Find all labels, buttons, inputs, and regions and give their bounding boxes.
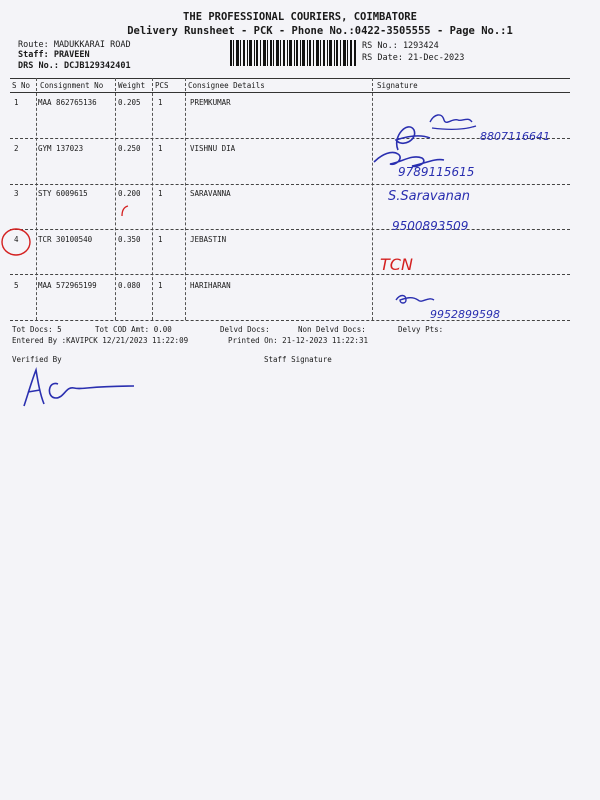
table-header-rule: [10, 92, 570, 93]
row-2-phone: 9789115615: [398, 165, 475, 179]
printed-on: Printed On: 21-12-2023 11:22:31: [228, 336, 368, 345]
row-1-sno: 1: [14, 98, 19, 107]
runsheet-title: Delivery Runsheet - PCK - Phone No.:0422-3505555 - Page No.:1: [127, 25, 513, 37]
entered-by: Entered By :KAVIPCK 12/21/2023 11:22:09: [12, 336, 189, 345]
row-5-consignment: MAA 572965199: [38, 281, 97, 290]
col-header-consignee: Consignee Details: [188, 81, 265, 90]
col-header-pcs: PCS: [155, 81, 169, 90]
row-3-sno: 3: [14, 189, 19, 198]
row-3-consignment: STY 6009615: [38, 189, 88, 198]
row-1-consignment: MAA 862765136: [38, 98, 97, 107]
row-3-handwritten-signature: [380, 178, 560, 234]
rs-number: RS No.: 1293424: [362, 41, 439, 51]
staff-signature-label: Staff Signature: [264, 355, 332, 364]
company-name: THE PROFESSIONAL COURIERS, COIMBATORE: [183, 11, 417, 23]
col-header-signature: Signature: [377, 81, 418, 90]
row-3-name: S.Saravanan: [388, 189, 471, 204]
column-divider: [152, 78, 153, 320]
row-5-phone: 9952899598: [430, 308, 500, 321]
col-header-weight: Weight: [118, 81, 146, 90]
row-2-pcs: 1: [158, 144, 163, 153]
table-top-rule: [10, 78, 570, 79]
row-4-consignee: JEBASTIN: [190, 235, 227, 244]
barcode: [230, 40, 356, 66]
row-1-pcs: 1: [158, 98, 163, 107]
row-1-phone: 8807116641: [480, 130, 550, 143]
row-5-weight: 0.080: [118, 281, 141, 290]
total-cod-amount: Tot COD Amt: 0.00: [95, 325, 172, 334]
column-divider: [115, 78, 116, 320]
column-divider: [36, 78, 37, 320]
row-4-note: TCN: [380, 255, 413, 274]
non-delivered-docs: Non Delvd Docs:: [298, 325, 366, 334]
drs-number: DRS No.: DCJB129342401: [18, 61, 131, 71]
row-3-pcs: 1: [158, 189, 163, 198]
row-5-sno: 5: [14, 281, 19, 290]
row-2-consignee: VISHNU DIA: [190, 144, 236, 153]
row-3-phone: 9500893509: [392, 219, 469, 233]
row-1-consignee: PREMKUMAR: [190, 98, 231, 107]
row-2-consignment: GYM 137023: [38, 144, 84, 153]
col-header-consignment: Consignment No: [40, 81, 104, 90]
row-5-pcs: 1: [158, 281, 163, 290]
row-divider: [10, 274, 570, 275]
col-header-sno: S No: [12, 81, 31, 90]
row-5-consignee: HARIHARAN: [190, 281, 231, 290]
column-divider: [185, 78, 186, 320]
row-4-red-circle: [0, 226, 40, 260]
delivery-points: Delvy Pts:: [398, 325, 444, 334]
row-4-sno: 4: [14, 235, 19, 244]
row-3-red-tick: [118, 204, 134, 220]
rs-date: RS Date: 21-Dec-2023: [362, 53, 465, 63]
staff-label: Staff: PRAVEEN: [18, 50, 90, 60]
verified-by-label: Verified By: [12, 355, 62, 364]
row-2-weight: 0.250: [118, 144, 141, 153]
delivered-docs: Delvd Docs:: [220, 325, 270, 334]
row-3-consignee: SARAVANNA: [190, 189, 231, 198]
row-4-consignment: TCR 30100540: [38, 235, 93, 244]
row-4-pcs: 1: [158, 235, 163, 244]
total-docs: Tot Docs: 5: [12, 325, 62, 334]
row-2-sno: 2: [14, 144, 19, 153]
row-3-weight: 0.200: [118, 189, 141, 198]
row-1-weight: 0.205: [118, 98, 141, 107]
row-4-weight: 0.350: [118, 235, 141, 244]
route-label: Route: MADUKKARAI ROAD: [18, 40, 131, 50]
row-5-handwritten-signature: [392, 288, 562, 322]
row-4-red-note: [374, 246, 444, 282]
verifier-signature: [18, 364, 138, 410]
